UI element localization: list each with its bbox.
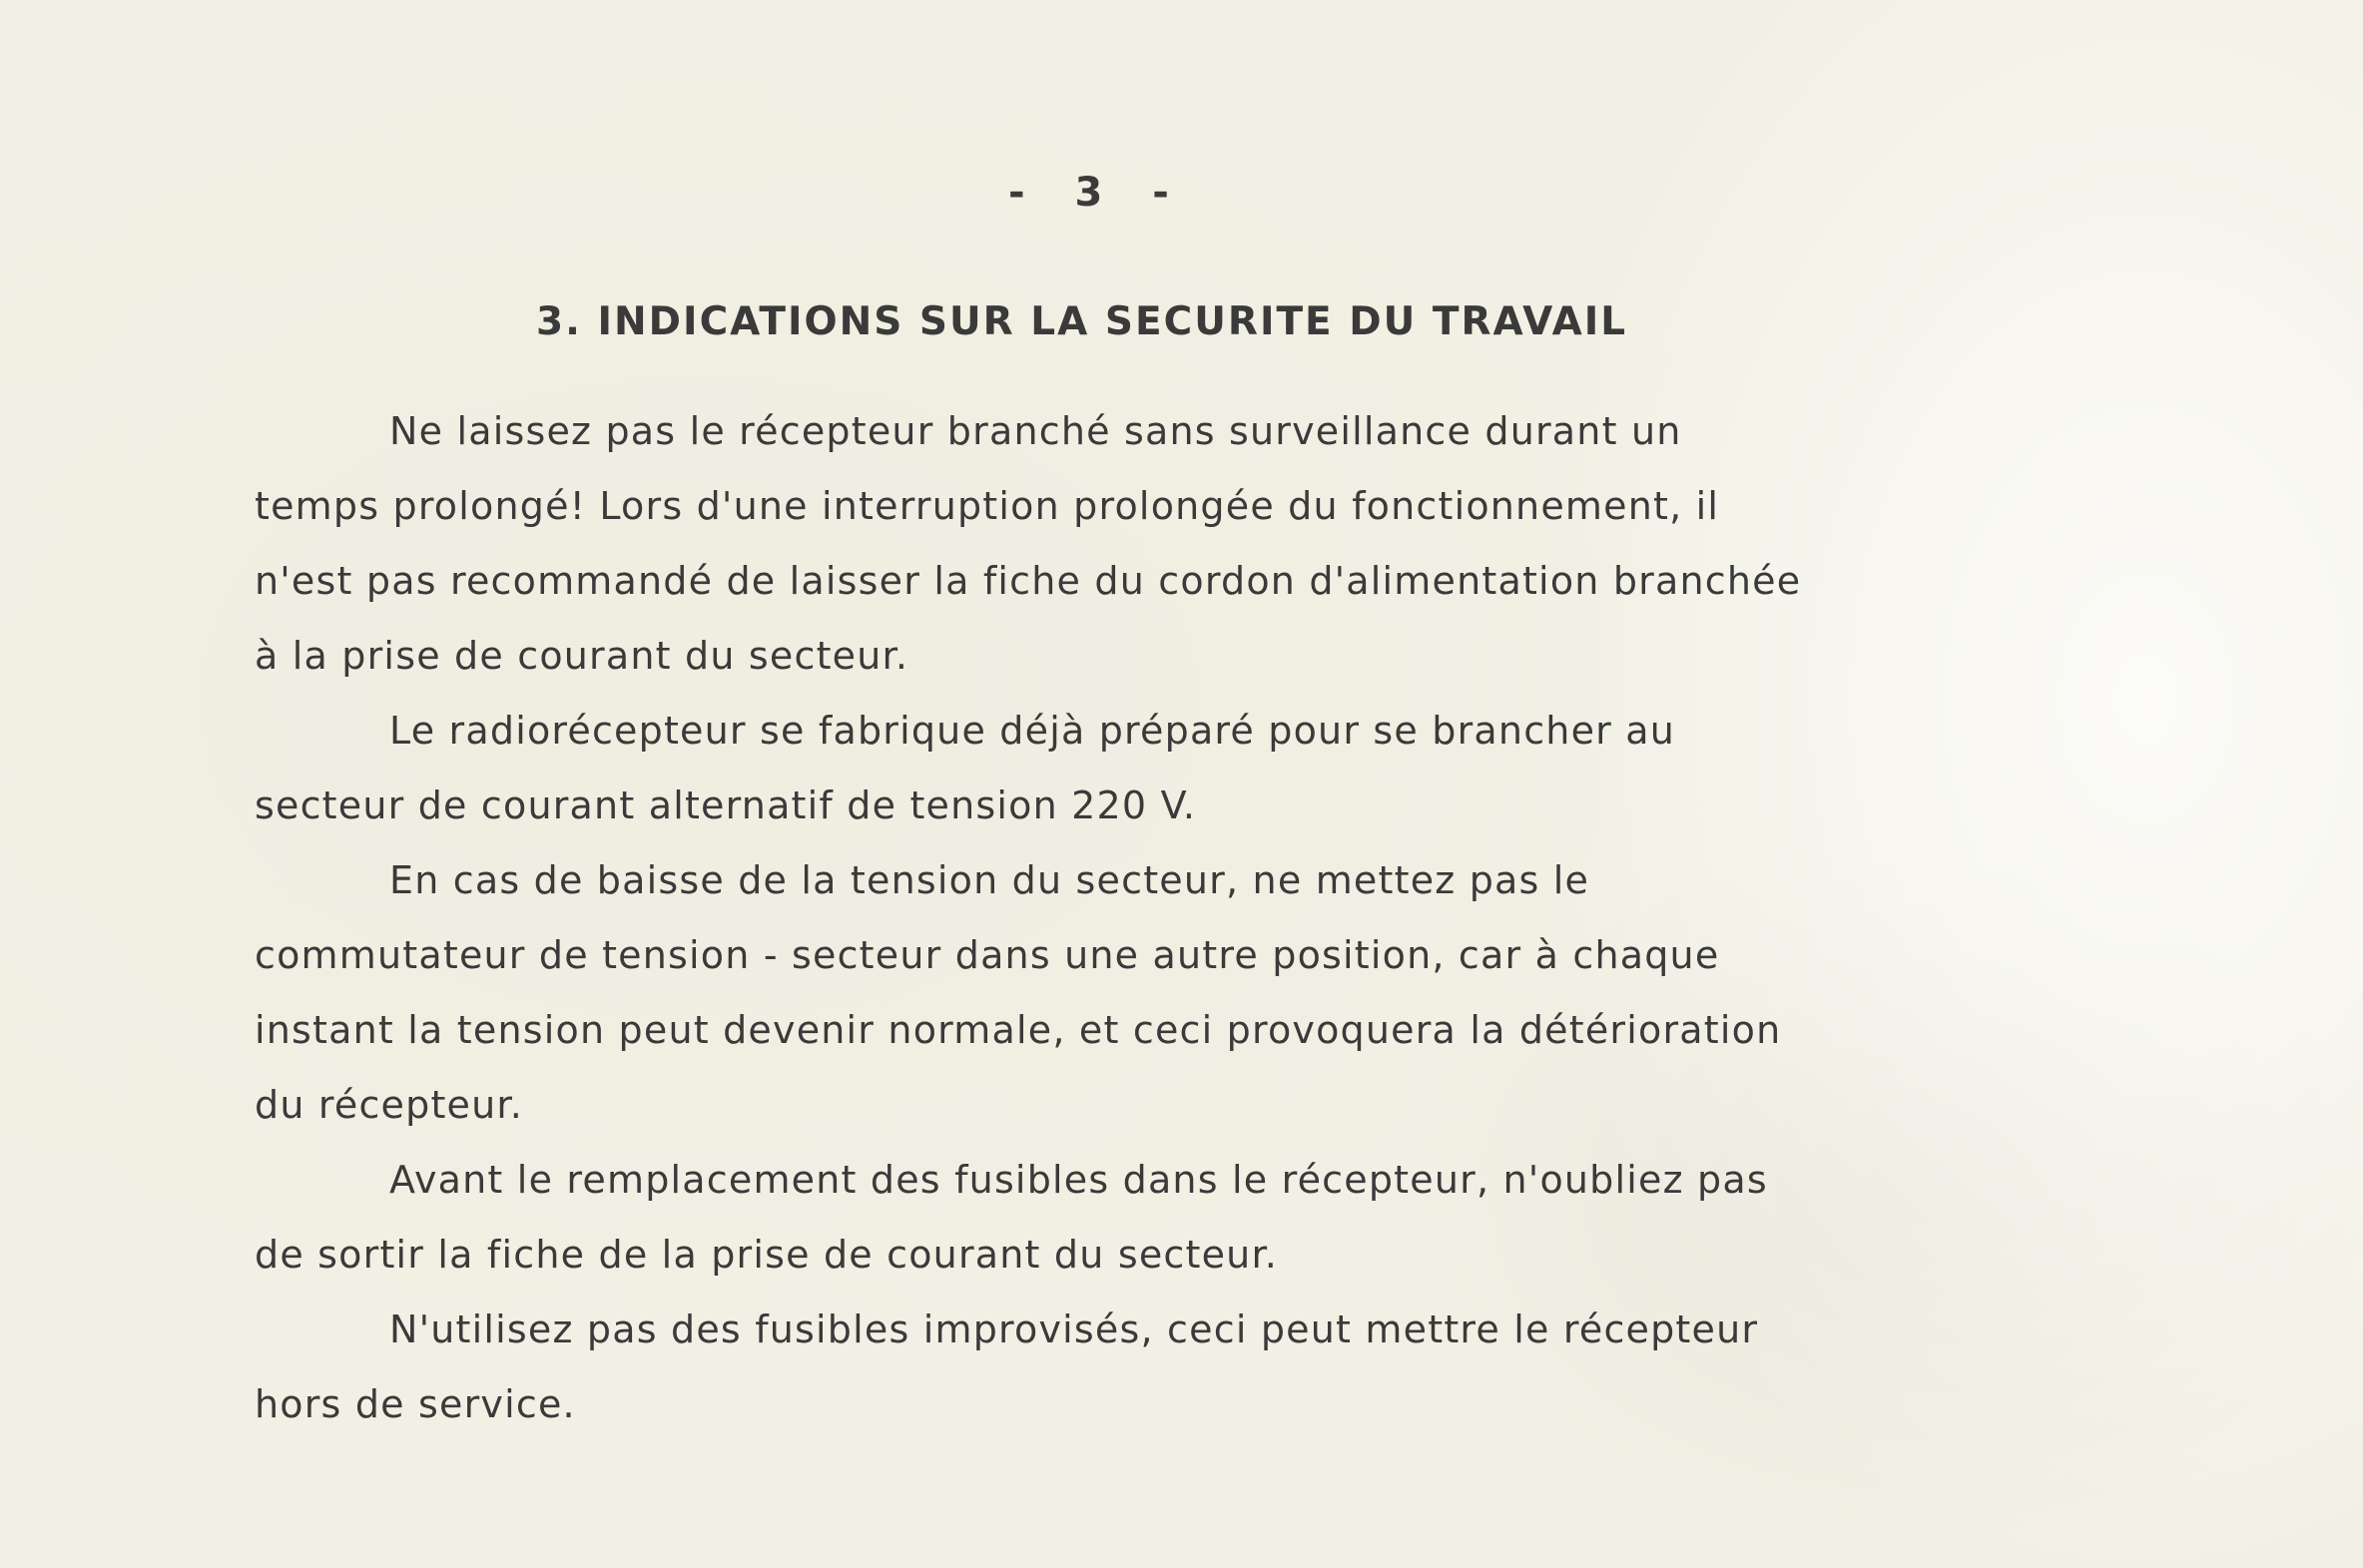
paragraph-1 [255, 394, 2211, 694]
text-line: Le radiorécepteur se fabrique déjà préparé pour se brancher au [389, 709, 1676, 753]
document-body [255, 394, 2211, 1442]
text-line: commutateur de tension - secteur dans une autre position, car à chaque [255, 933, 1720, 977]
paragraph-5 [255, 1293, 2211, 1442]
text-line: n'est pas recommandé de laisser la fiche du cordon d'alimentation branchée [255, 559, 1802, 603]
text-line: à la prise de courant du secteur. [255, 634, 909, 678]
text-line: hors de service. [255, 1382, 576, 1426]
text-line: temps prolongé! Lors d'une interruption prolongée du fonctionnement, il [255, 484, 1720, 528]
text-line: Ne laissez pas le récepteur branché sans surveillance durant un [389, 409, 1682, 453]
paragraph-3 [255, 843, 2211, 1143]
paragraph-2 [255, 694, 2211, 843]
text-line: En cas de baisse de la tension du secteur, ne mettez pas le [389, 858, 1590, 902]
text-line: de sortir la fiche de la prise de courant du secteur. [255, 1233, 1279, 1277]
text-line: instant la tension peut devenir normale, et ceci provoquera la détérioration [255, 1008, 1782, 1052]
text-line: N'utilisez pas des fusibles improvisés, ceci peut mettre le récepteur [389, 1307, 1759, 1351]
section-heading: 3. INDICATIONS SUR LA SECURITE DU TRAVAIL [536, 299, 1628, 344]
text-line: Avant le remplacement des fusibles dans le récepteur, n'oubliez pas [389, 1158, 1768, 1202]
page-number: - 3 - [1008, 170, 1187, 216]
text-line: secteur de courant alternatif de tension 220 V. [255, 784, 1197, 827]
text-line: du récepteur. [255, 1083, 524, 1127]
paragraph-4 [255, 1143, 2211, 1293]
